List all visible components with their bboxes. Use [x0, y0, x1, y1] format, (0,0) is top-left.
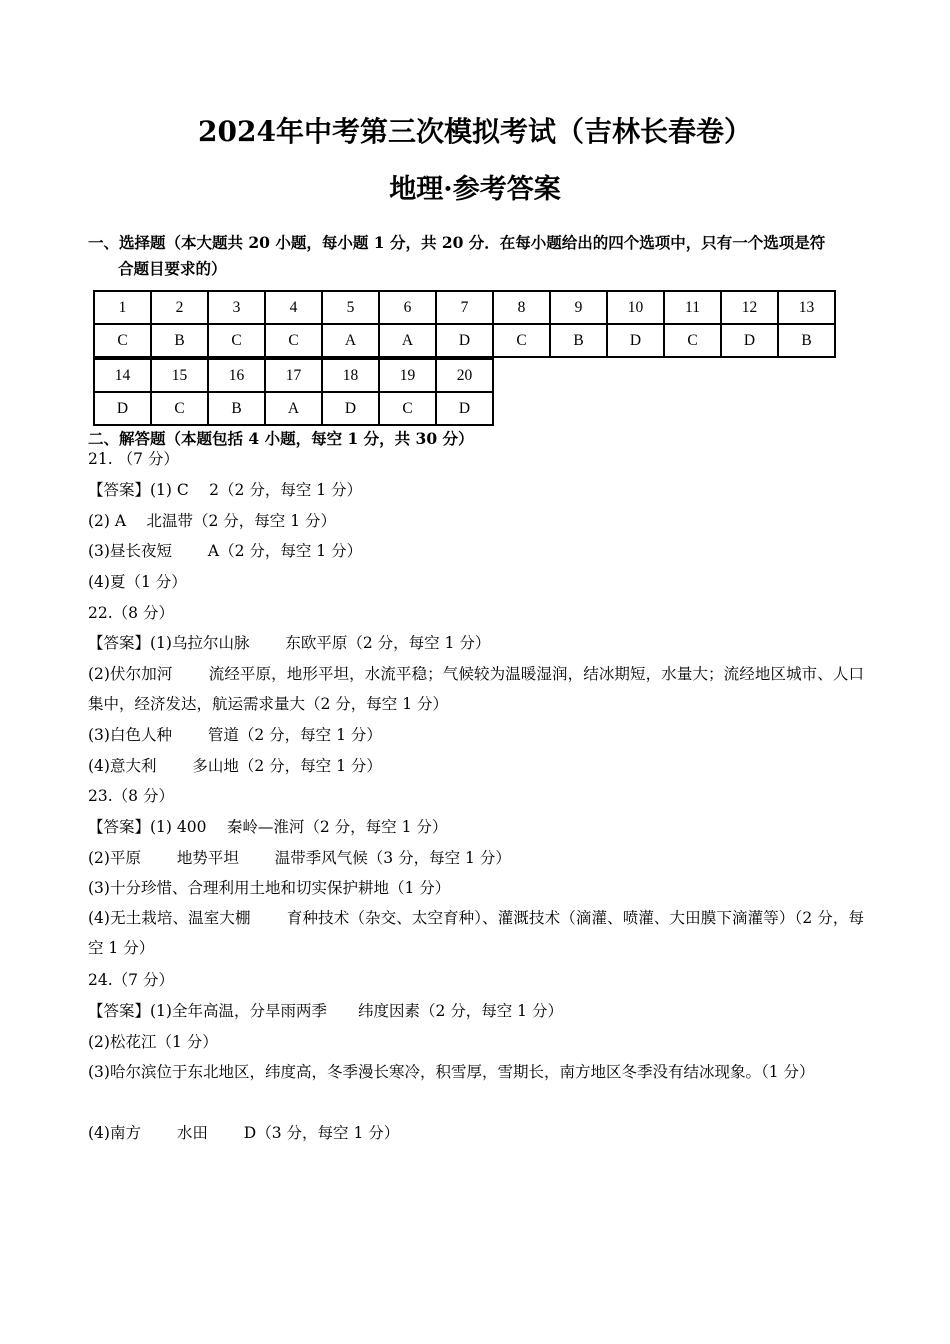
- table-cell: 17: [265, 359, 322, 392]
- table-cell: B: [151, 324, 208, 357]
- section-1-heading: [88, 230, 878, 282]
- q24-answer-3: (3)哈尔滨位于东北地区，纬度高，冬季漫长寒冷，积雪厚，雪期长，南方地区冬季没有结冰现象。（1 分）: [88, 1063, 815, 1081]
- q22-answer-1: 【答案】(1)乌拉尔山脉 东欧平原（2 分，每空 1 分）: [88, 634, 491, 652]
- table-cell: 19: [379, 359, 436, 392]
- table-cell: D: [607, 324, 664, 357]
- table-cell: 7: [436, 291, 493, 324]
- table-cell: 10: [607, 291, 664, 324]
- table-cell: 20: [436, 359, 493, 392]
- section-2-heading: 二、解答题（本题包括 4 小题，每空 1 分，共 30 分）: [88, 429, 474, 448]
- table-cell: 12: [721, 291, 778, 324]
- table-cell: C: [493, 324, 550, 357]
- answer-table-2: [93, 358, 494, 426]
- question-22-heading: 22.（8 分）: [88, 604, 174, 622]
- table-cell: B: [208, 392, 265, 425]
- q21-answer-1: 【答案】(1) C 2（2 分，每空 1 分）: [88, 481, 363, 499]
- table-cell: 8: [493, 291, 550, 324]
- table-cell: 15: [151, 359, 208, 392]
- question-21-heading: 21. （7 分）: [88, 450, 179, 468]
- page-title: 2024年中考第三次模拟考试（吉林长春卷）: [198, 115, 752, 148]
- q24-answer-1: 【答案】(1)全年高温，分旱雨两季 纬度因素（2 分，每空 1 分）: [88, 1002, 563, 1020]
- q24-answer-2: (2)松花江（1 分）: [88, 1033, 218, 1051]
- table-row-numbers: [94, 291, 835, 324]
- q24-answer-4: (4)南方 水田 D（3 分，每空 1 分）: [88, 1124, 400, 1142]
- q21-answer-2: (2) A 北温带（2 分，每空 1 分）: [88, 512, 337, 530]
- table-cell: 13: [778, 291, 835, 324]
- q23-answer-4: (4)无土栽培、温室大棚 育种技术（杂交、太空育种）、灌溉技术（滴灌、喷灌、大田膜下滴灌等）（2 分，每空 1 分）: [88, 909, 864, 957]
- table-cell: 11: [664, 291, 721, 324]
- table-cell: 4: [265, 291, 322, 324]
- q21-answer-3: (3)昼长夜短 A（2 分，每空 1 分）: [88, 542, 363, 560]
- table-cell: D: [436, 324, 493, 357]
- table-cell: C: [208, 324, 265, 357]
- table-cell: 18: [322, 359, 379, 392]
- table-cell: 14: [94, 359, 151, 392]
- q23-answer-1: 【答案】(1) 400 秦岭—淮河（2 分，每空 1 分）: [88, 818, 448, 836]
- q23-answer-3: (3)十分珍惜、合理利用土地和切实保护耕地（1 分）: [88, 879, 451, 897]
- table-cell: C: [94, 324, 151, 357]
- table-cell: 3: [208, 291, 265, 324]
- table-cell: D: [721, 324, 778, 357]
- q21-answer-4: (4)夏（1 分）: [88, 573, 187, 591]
- table-row-numbers: [94, 359, 493, 392]
- table-cell: 16: [208, 359, 265, 392]
- table-cell: 1: [94, 291, 151, 324]
- table-cell: C: [379, 392, 436, 425]
- table-cell: C: [151, 392, 208, 425]
- table-cell: D: [322, 392, 379, 425]
- table-cell: A: [322, 324, 379, 357]
- question-23-heading: 23.（8 分）: [88, 787, 174, 805]
- table-cell: 6: [379, 291, 436, 324]
- q22-answer-4: (4)意大利 多山地（2 分，每空 1 分）: [88, 757, 382, 775]
- table-cell: 9: [550, 291, 607, 324]
- table-cell: C: [664, 324, 721, 357]
- table-cell: B: [550, 324, 607, 357]
- table-cell: D: [94, 392, 151, 425]
- section-1-heading-line-2: 合题目要求的）: [118, 259, 227, 278]
- table-cell: D: [436, 392, 493, 425]
- table-cell: 5: [322, 291, 379, 324]
- q22-answer-3: (3)白色人种 管道（2 分，每空 1 分）: [88, 726, 382, 744]
- table-row-answers: [94, 324, 835, 357]
- table-row-answers: [94, 392, 493, 425]
- table-cell: A: [265, 392, 322, 425]
- table-cell: B: [778, 324, 835, 357]
- q22-answer-2: (2)伏尔加河 流经平原，地形平坦，水流平稳；气候较为温暖湿润，结冰期短，水量大；流经地区城市、人口集中，经济发达，航运需求量大（2 分，每空 1 分）: [88, 665, 864, 713]
- question-24-heading: 24.（7 分）: [88, 971, 174, 989]
- q23-answer-2: (2)平原 地势平坦 温带季风气候（3 分，每空 1 分）: [88, 849, 511, 867]
- page-subtitle: 地理·参考答案: [389, 174, 561, 205]
- table-cell: C: [265, 324, 322, 357]
- table-cell: A: [379, 324, 436, 357]
- answer-table-1: [93, 290, 836, 358]
- table-cell: 2: [151, 291, 208, 324]
- section-1-heading-line-1: 一、选择题（本大题共 20 小题，每小题 1 分，共 20 分．在每小题给出的四个选项中，只有一个选项是符: [88, 233, 826, 252]
